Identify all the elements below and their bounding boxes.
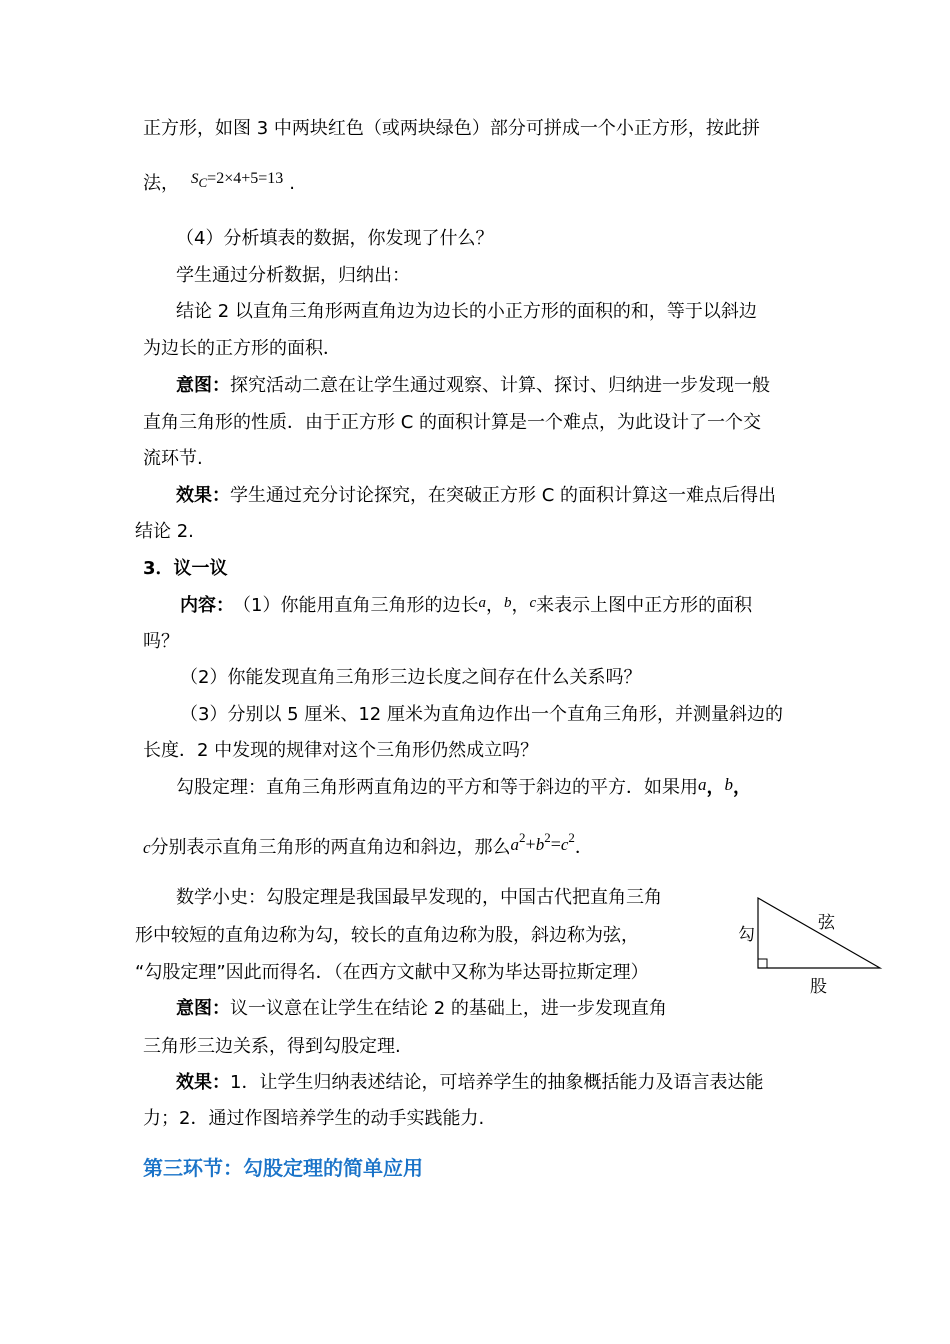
eq-equals: = [550, 834, 561, 854]
intent-text: 议一议意在让学生在结论 2 的基础上，进一步发现直角 [230, 998, 667, 1019]
effect-paragraph [176, 484, 776, 508]
label-gou: 勾 [738, 925, 755, 945]
eq-plus: + [525, 834, 536, 854]
intent-line3: 流环节. [143, 448, 203, 469]
section-heading: 第三环节：勾股定理的简单应用 [143, 1156, 423, 1180]
eq-b: b [535, 835, 545, 854]
sep: ， [733, 777, 751, 798]
content-q3-line2: 长度．2 中发现的规律对这个三角形仍然成立吗？ [143, 740, 539, 761]
eq-a: a [510, 835, 520, 854]
formula-end: . [289, 173, 295, 194]
formula-s: S [191, 171, 199, 187]
sep: ， [706, 777, 725, 798]
intent-2-paragraph [176, 997, 667, 1021]
effect-line2: 结论 2. [135, 521, 194, 542]
history-line3: “勾股定理”因此而得名．（在西方文献中又称为毕达哥拉斯定理） [135, 962, 649, 983]
exponent: 2 [519, 830, 526, 845]
theorem-line1 [176, 776, 751, 800]
theorem-text: 分别表示直角三角形的两直角边和斜边，那么 [150, 837, 511, 858]
triangle-shape [758, 898, 880, 968]
label-xian: 弦 [818, 913, 835, 933]
var-a: a [698, 775, 707, 794]
content-q1-suffix: 来表示上图中正方形的面积 [536, 595, 753, 616]
formula-prefix: 法， [143, 173, 179, 194]
label-gu: 股 [810, 977, 827, 997]
content-q2: （2）你能发现直角三角形三边长度之间存在什么关系吗？ [180, 667, 642, 688]
section-3-title: 3．议一议 [143, 558, 228, 579]
intent-line2: 直角三角形的性质．由于正方形 C 的面积计算是一个难点，为此设计了一个交 [143, 412, 762, 433]
sep: ， [511, 595, 530, 616]
sep: ， [485, 595, 504, 616]
var-c: c [143, 838, 151, 857]
intent-label: 意图： [176, 375, 230, 396]
right-triangle-figure [730, 888, 890, 998]
eq-end: ． [574, 837, 593, 858]
effect-text: 学生通过充分讨论探究，在突破正方形 C 的面积计算这一难点后得出 [230, 485, 777, 506]
exponent: 2 [568, 830, 575, 845]
conclusion-2-line2: 为边长的正方形的面积． [143, 338, 341, 359]
content-q3-line1: （3）分别以 5 厘米、12 厘米为直角边作出一个直角三角形，并测量斜边的 [180, 704, 783, 725]
formula-expression: =2×4+5=13 [207, 170, 284, 187]
effect-2-paragraph [176, 1071, 763, 1095]
effect-2-line2: 力；2．通过作图培养学生的动手实践能力. [143, 1108, 485, 1129]
history-line1: 数学小史：勾股定理是我国最早发现的，中国古代把直角三角 [176, 887, 662, 908]
question-4: （4）分析填表的数据，你发现了什么？ [176, 228, 494, 249]
right-angle-marker [758, 959, 767, 968]
exponent: 2 [544, 830, 551, 845]
summary-intro: 学生通过分析数据，归纳出： [176, 265, 410, 286]
var-a: a [478, 595, 486, 611]
history-line2: 形中较短的直角边称为勾，较长的直角边称为股，斜边称为弦， [135, 925, 639, 946]
theorem-text: 勾股定理：直角三角形两直角边的平方和等于斜边的平方．如果用 [176, 777, 698, 798]
effect-text: 1．让学生归纳表述结论，可培养学生的抽象概括能力及语言表达能 [230, 1072, 764, 1093]
intent-text: 探究活动二意在让学生通过观察、计算、探讨、归纳进一步发现一般 [230, 375, 770, 396]
content-label: 内容： [180, 595, 234, 616]
var-c: c [529, 595, 537, 611]
intent-paragraph [176, 374, 770, 398]
var-b: b [503, 595, 512, 611]
formula-line [143, 172, 295, 197]
effect-label: 效果： [176, 485, 230, 506]
var-b: b [724, 775, 733, 794]
intent-2-line2: 三角形三边关系，得到勾股定理. [143, 1036, 401, 1057]
content-q1-line2: 吗？ [143, 631, 179, 652]
formula-subscript: C [198, 175, 208, 190]
content-q1 [180, 594, 752, 619]
conclusion-2-line1: 结论 2 以直角三角形两直角边为边长的小正方形的面积的和，等于以斜边 [176, 301, 757, 322]
intent-label: 意图： [176, 998, 230, 1019]
effect-label: 效果： [176, 1072, 230, 1093]
para-line: 正方形，如图 3 中两块红色（或两块绿色）部分可拼成一个小正方形，按此拼 [143, 118, 760, 139]
eq-c: c [560, 835, 569, 854]
theorem-line2 [143, 830, 593, 860]
content-q1-prefix: （1）你能用直角三角形的边长 [242, 595, 479, 616]
